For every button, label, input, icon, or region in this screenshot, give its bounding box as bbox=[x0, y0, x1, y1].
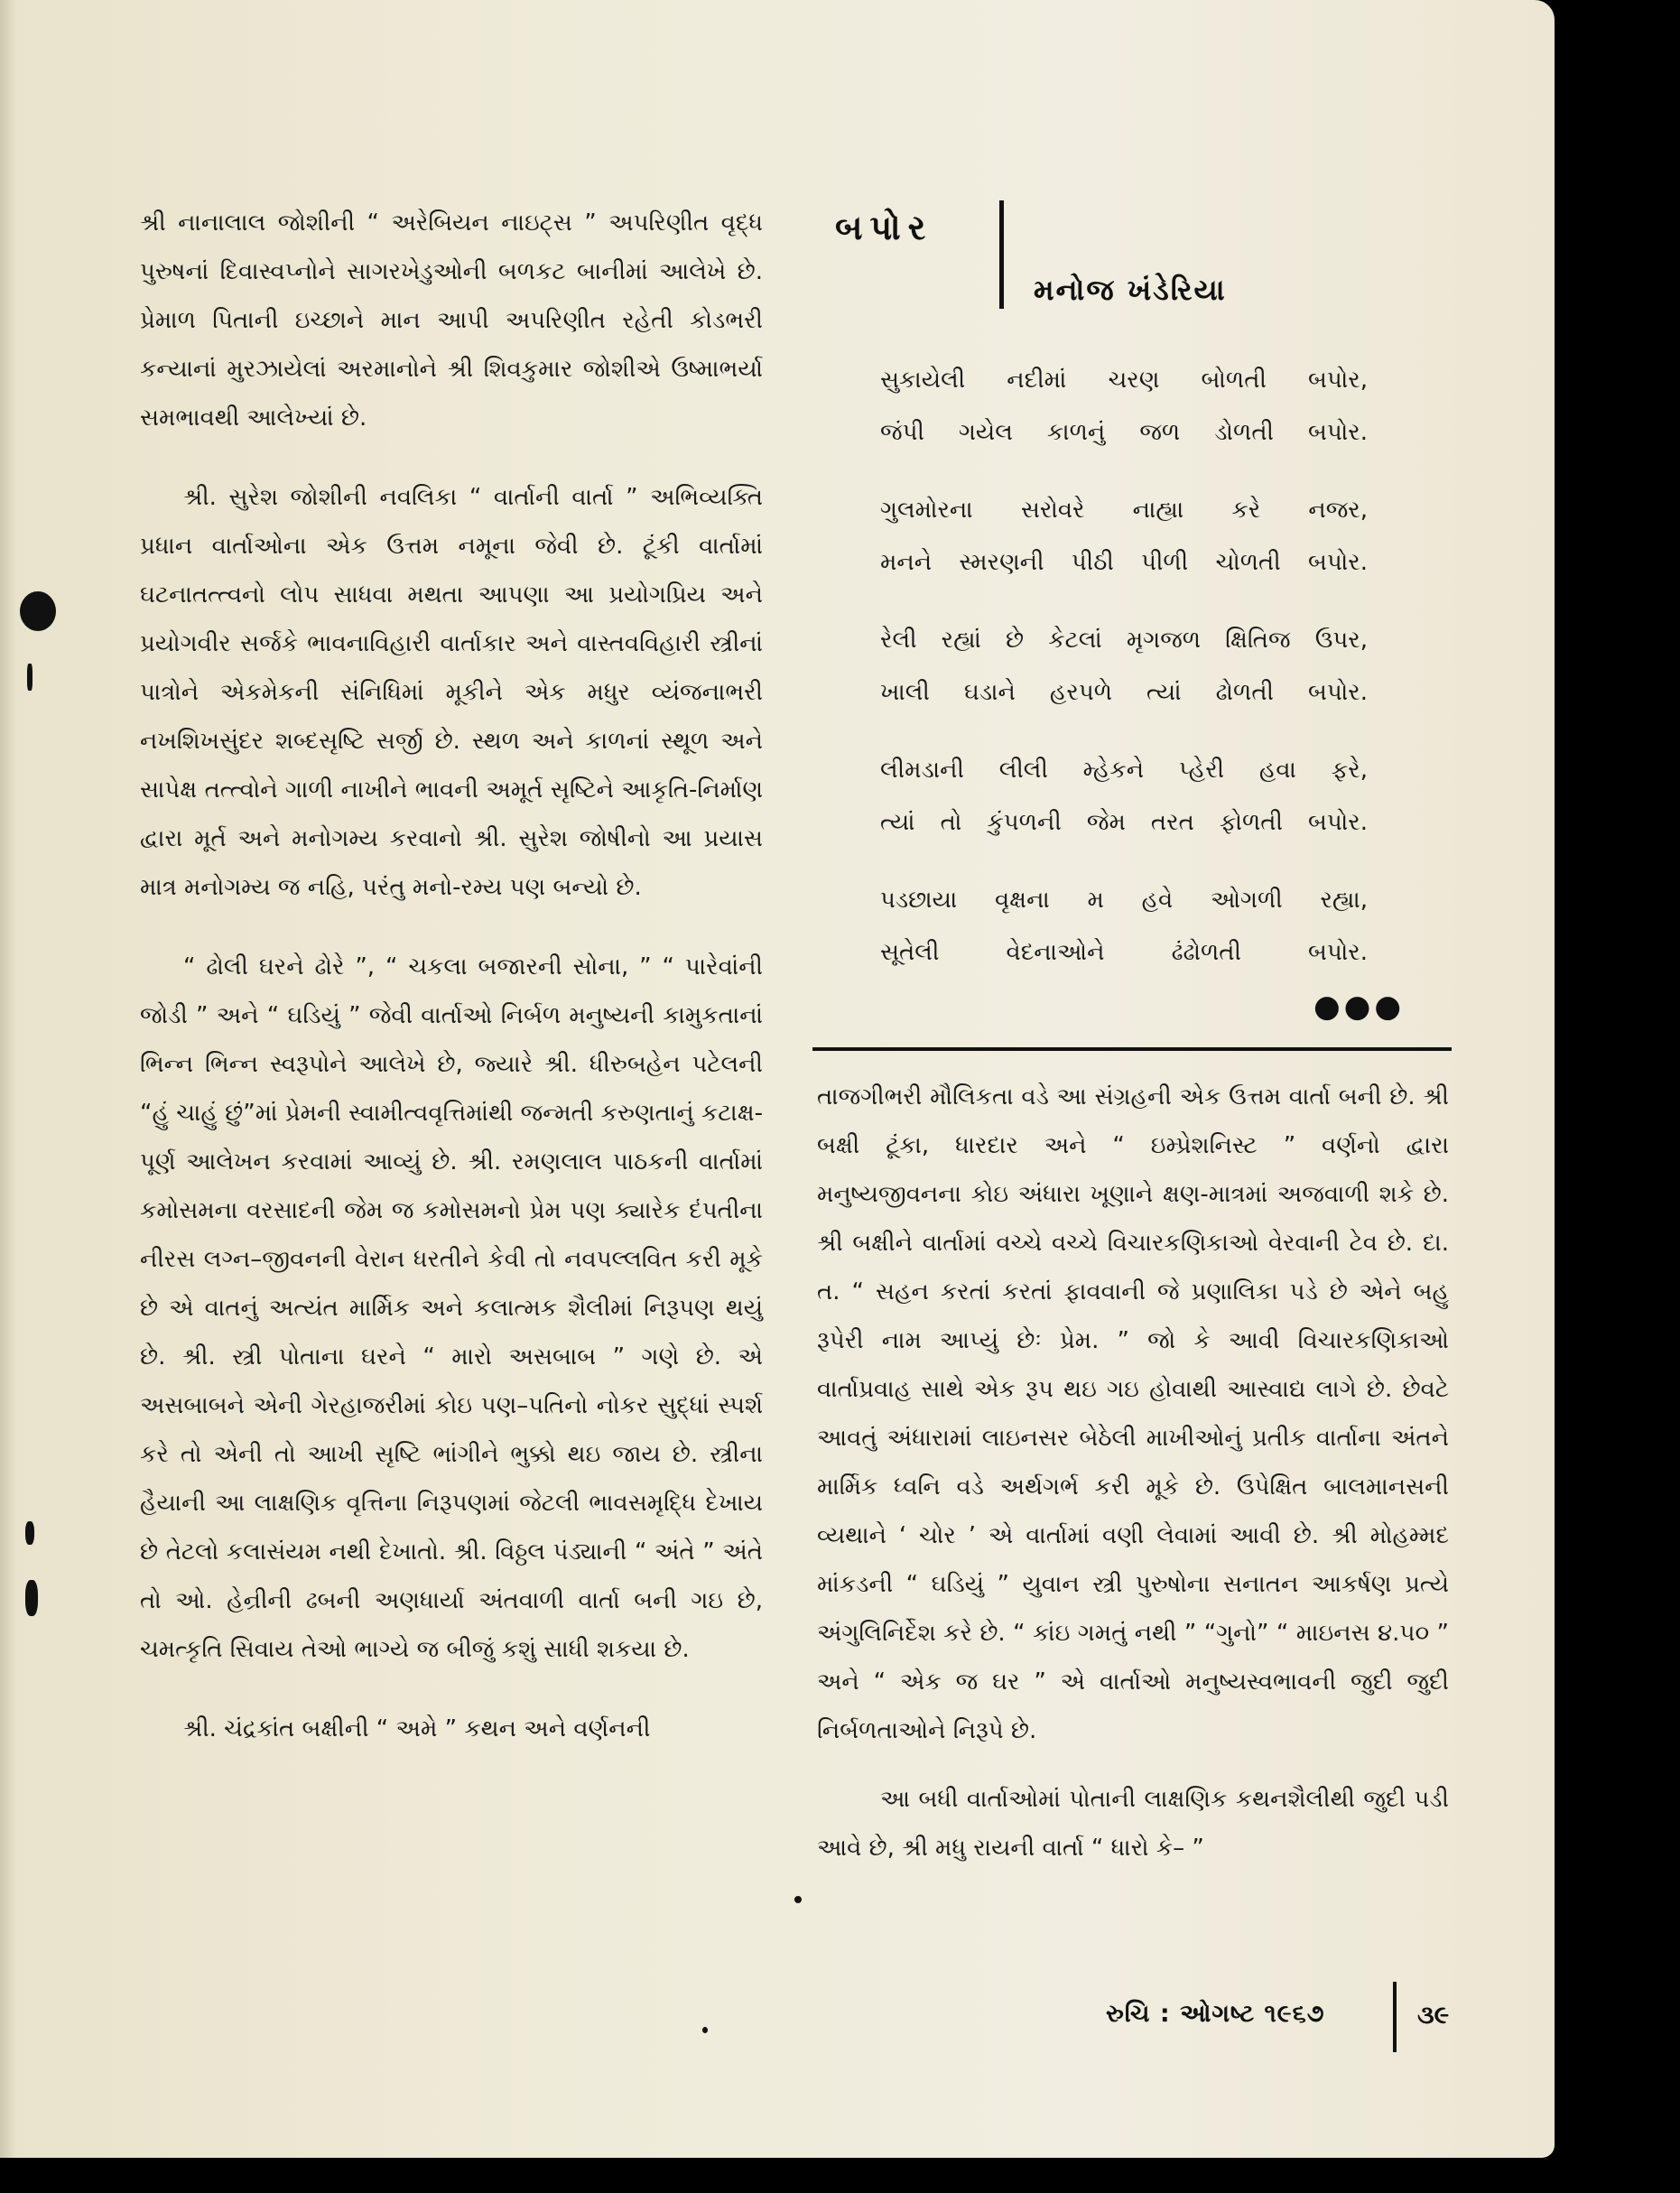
paragraph: આ બધી વાર્તાઓમાં પોતાની લાક્ષણિક કથનશૈલીથી જુદી પડી આવે છે, શ્રી મધુ રાયની વાર્તા “ ધારો કે– ” bbox=[817, 1786, 1449, 1862]
poem-line: સૂતેલી વેદનાઓને ઢંઢોળતી બપોર. bbox=[880, 939, 1368, 966]
binding-hole bbox=[20, 591, 56, 631]
poem-line: લીમડાની લીલી મ્હેકને પ્હેરી હવા ફરે, bbox=[880, 757, 1368, 784]
binding-hole bbox=[25, 1580, 38, 1616]
poem-stanza bbox=[880, 614, 1368, 719]
poem-line: જંપી ગયેલ કાળનું જળ ડોળતી બપોર. bbox=[880, 419, 1368, 446]
magazine-issue: રુચિ : ઓગષ્ટ ૧૯૬૭ bbox=[1106, 2000, 1325, 2028]
poem-title-divider bbox=[999, 200, 1004, 309]
ink-speck bbox=[702, 2027, 708, 2033]
page-number: ૩૯ bbox=[1417, 2000, 1450, 2030]
right-column bbox=[817, 1073, 1449, 1892]
paragraph: તાજગીભરી મૌલિકતા વડે આ સંગ્રહની એક ઉત્તમ વાર્તા બની છે. શ્રી બક્ષી ટૂંકા, ધારદાર અને “ ઇમ્પ્રેશનિસ્ટ ” વર્ણનો દ્વારા મનુષ્યજીવનના કોઇ અંધારા ખૂણાને ક્ષણ-માત્રમાં અજવાળી શકે છે. શ્રી બક્ષીને વાર્તામાં વચ્ચે વચ્ચે વિચારકણિકાઓ વેરવાની ટેવ છે. દા. ત. “ સહન કરતાં કરતાં ફાવવાની જે પ્રણાલિકા પડે છે એને બહુ રૂપેરી નામ આપ્યું છેઃ પ્રેમ. ” જો કે આવી વિચારકણિકાઓ વાર્તાપ્રવાહ સાથે એક રૂપ થઇ ગઇ હોવાથી આસ્વાદ્ય લાગે છે. છેવટે આવતું અંધારામાં લાઇનસર બેઠેલી માખીઓનું પ્રતીક વાર્તાના અંતને માર્મિક ધ્વનિ વડે અર્થગર્ભ કરી મૂકે છે. ઉપેક્ષિત બાલમાનસની વ્યથાને ‘ ચોર ’ એ વાર્તામાં વણી લેવામાં આવી છે. શ્રી મોહમ્મદ માંકડની “ ઘડિયું ” યુવાન સ્ત્રી પુરુષોના સનાતન આકર્ષણ પ્રત્યે અંગુલિનિર્દેશ કરે છે. “ કાંઇ ગમતું નથી ” “ગુનો” “ માઇનસ ૪.૫૦ ” અને “ એક જ ઘર ” એ વાર્તાઓ મનુષ્યસ્વભાવની જુદી જુદી નિર્બળતાઓને નિરૂપે છે. bbox=[817, 1083, 1449, 1744]
poem-line: ગુલમોરના સરોવરે નાહ્યા કરે નજર, bbox=[880, 497, 1368, 524]
poem-end-mark: ●●● bbox=[1313, 989, 1406, 1025]
poem-line: સુકાયેલી નદીમાં ચરણ બોળતી બપોર, bbox=[880, 367, 1368, 394]
poem-stanza bbox=[880, 744, 1368, 849]
section-rule bbox=[812, 1047, 1452, 1051]
paragraph: શ્રી. ચંદ્રકાંત બક્ષીની “ અમે ” કથન અને વર્ણનની bbox=[183, 1715, 651, 1742]
poem-stanza bbox=[880, 874, 1368, 979]
scan-mark bbox=[27, 664, 32, 691]
poem-stanza bbox=[880, 354, 1368, 459]
paragraph: શ્રી. સુરેશ જોશીની નવલિકા “ વાર્તાની વાર્તા ” અભિવ્યક્તિ પ્રધાન વાર્તાઓના એક ઉત્તમ નમૂના જેવી છે. ટૂંકી વાર્તામાં ઘટનાતત્ત્વનો લોપ સાધવા મથતા આપણા આ પ્રયોગપ્રિય અને પ્રયોગવીર સર્જકે ભાવનાવિહારી વાર્તાકાર અને વાસ્તવવિહારી સ્ત્રીનાં પાત્રોને એકમેકની સંનિધિમાં મૂકીને એક મધુર વ્યંજનાભરી નખશિખસુંદર શબ્દસૃષ્ટિ સર્જી છે. સ્થળ અને કાળનાં સ્થૂળ અને સાપેક્ષ તત્ત્વોને ગાળી નાખીને ભાવની અમૂર્ત સૃષ્ટિને આકૃતિ-નિર્માણ દ્વારા મૂર્ત અને મનોગમ્ય કરવાનો શ્રી. સુરેશ જોષીનો આ પ્રયાસ માત્ર મનોગમ્ય જ નહિ, પરંતુ મનો-રમ્ય પણ બન્યો છે. bbox=[140, 484, 763, 901]
poem-line: રેલી રહ્યાં છે કેટલાં મૃગજળ ક્ષિતિજ ઉપર, bbox=[880, 627, 1368, 654]
poem-line: પડછાયા વૃક્ષના મ હવે ઓગળી રહ્યા, bbox=[880, 887, 1368, 914]
scan-mark bbox=[25, 1521, 34, 1545]
poem-body bbox=[880, 354, 1368, 1004]
ink-speck bbox=[794, 1896, 802, 1903]
page-footer bbox=[1106, 1982, 1485, 2054]
poem-line: મનને સ્મરણની પીઠી પીળી ચોળતી બપોર. bbox=[880, 549, 1368, 576]
poet-name: મનોજ ખંડેરિયા bbox=[1034, 273, 1227, 307]
poem-stanza bbox=[880, 484, 1368, 589]
footer-divider bbox=[1393, 1982, 1397, 2052]
paragraph: શ્રી નાનાલાલ જોશીની “ અરેબિયન નાઇટ્સ ” અપરિણીત વૃદ્ધ પુરુષનાં દિવાસ્વપ્નોને સાગરખેડુઓની બળકટ બાનીમાં આલેખે છે. પ્રેમાળ પિતાની ઇચ્છાને માન આપી અપરિણીત રહેતી કોડભરી કન્યાનાં મુરઝાયેલાં અરમાનોને શ્રી શિવકુમાર જોશીએ ઉષ્માભર્યા સમભાવથી આલેખ્યાં છે. bbox=[140, 209, 763, 432]
paragraph: “ ઢોલી ઘરને ઢોરે ”, “ ચકલા બજારની સોના, ” “ પારેવાંની જોડી ” અને “ ઘડિયું ” જેવી વાર્તાઓ નિર્બળ મનુષ્યની કામુકતાનાં ભિન્ન ભિન્ન સ્વરૂપોને આલેખે છે, જ્યારે શ્રી. ધીરુબહેન પટેલની “હું ચાહું છું”માં પ્રેમની સ્વામીત્વવૃત્તિમાંથી જન્મતી કરુણતાનું કટાક્ષ-પૂર્ણ આલેખન કરવામાં આવ્યું છે. શ્રી. રમણલાલ પાઠકની વાર્તામાં કમોસમના વરસાદની જેમ જ કમોસમનો પ્રેમ પણ ક્યારેક દંપતીના નીરસ લગ્ન–જીવનની વેરાન ધરતીને કેવી તો નવપલ્લવિત કરી મૂકે છે એ વાતનું અત્યંત માર્મિક અને કલાત્મક શૈલીમાં નિરૂપણ થયું છે. શ્રી. સ્ત્રી પોતાના ઘરને “ મારો અસબાબ ” ગણે છે. એ અસબાબને એની ગેરહાજરીમાં કોઇ પણ–પતિનો નોકર સુદ્ધાં સ્પર્શ કરે તો એની તો આખી સૃષ્ટિ ભાંગીને ભુક્કો થઇ જાય છે. સ્ત્રીના હૈયાની આ લાક્ષણિક વૃત્તિના નિરૂપણમાં જેટલી ભાવસમૃદ્ધિ દેખાય છે તેટલો કલાસંયમ નથી દેખાતો. શ્રી. વિઠ્ઠલ પંડ્યાની “ અંતે ” અંતે તો ઓ. હેન્રીની ઢબની અણધાર્યા અંતવાળી વાર્તા બની ગઇ છે, ચમત્કૃતિ સિવાય તેઓ ભાગ્યે જ બીજું કશું સાધી શકયા છે. bbox=[140, 953, 763, 1663]
poem-line: ખાલી ઘડાને હરપળે ત્યાં ઢોળતી બપોર. bbox=[880, 679, 1368, 706]
binding-shadow bbox=[0, 0, 16, 2158]
left-column bbox=[140, 199, 763, 1784]
poem-header bbox=[826, 200, 1476, 327]
poem-title: બપોર bbox=[835, 208, 933, 247]
poem-line: ત્યાં તો કુંપળની જેમ તરત ફોળતી બપોર. bbox=[880, 809, 1368, 836]
